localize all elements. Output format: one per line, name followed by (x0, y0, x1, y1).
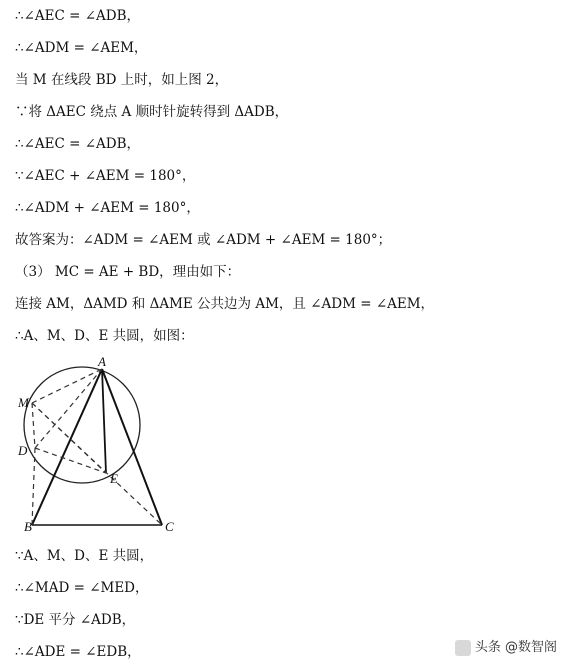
text-line-4: ∵将 ΔAEC 绕点 A 顺时针旋转得到 ΔADB， (15, 104, 289, 120)
text-line-5: ∴∠AEC = ∠ADB， (15, 136, 141, 152)
watermark-text: 头条 @数智阁 (474, 640, 557, 655)
segment-ab (32, 369, 102, 525)
text-line-11: ∴A、M、D、E 共圆，如图： (15, 328, 194, 344)
label-c: C (165, 519, 174, 534)
dash-de (35, 448, 106, 473)
dash-db (32, 448, 35, 525)
text-line-7: ∴∠ADM + ∠AEM = 180°， (15, 200, 200, 216)
text-line-9: （3） MC = AE + BD，理由如下： (15, 264, 241, 280)
segment-ae (102, 369, 106, 473)
segment-ac (102, 369, 162, 525)
geometry-figure (18, 355, 188, 537)
text-line-15: ∴∠ADE = ∠EDB， (15, 644, 141, 660)
label-e: E (110, 471, 118, 486)
label-m: M (18, 395, 29, 410)
geometry-diagram (18, 355, 188, 537)
text-line-12: ∵A、M、D、E 共圆， (15, 548, 154, 564)
label-a: A (98, 355, 106, 369)
label-d: D (18, 443, 28, 458)
text-line-10: 连接 AM，ΔAMD 和 ΔAME 公共边为 AM，且 ∠ADM = ∠AEM， (15, 296, 435, 312)
toutiao-logo-icon (455, 640, 471, 656)
watermark (455, 637, 557, 659)
text-line-8: 故答案为：∠ADM = ∠AEM 或 ∠ADM + ∠AEM = 180°； (15, 232, 392, 248)
text-line-1: ∴∠AEC = ∠ADB， (15, 8, 141, 24)
text-line-2: ∴∠ADM = ∠AEM， (15, 40, 148, 56)
text-line-13: ∴∠MAD = ∠MED， (15, 580, 149, 596)
text-line-6: ∵∠AEC + ∠AEM = 180°， (15, 168, 196, 184)
label-b: B (24, 519, 32, 534)
text-line-14: ∵DE 平分 ∠ADB， (15, 612, 136, 628)
dash-ma (32, 369, 102, 403)
dash-md (32, 403, 35, 448)
dash-mc (32, 403, 162, 525)
text-line-3: 当 M 在线段 BD 上时，如上图 2， (15, 72, 229, 88)
